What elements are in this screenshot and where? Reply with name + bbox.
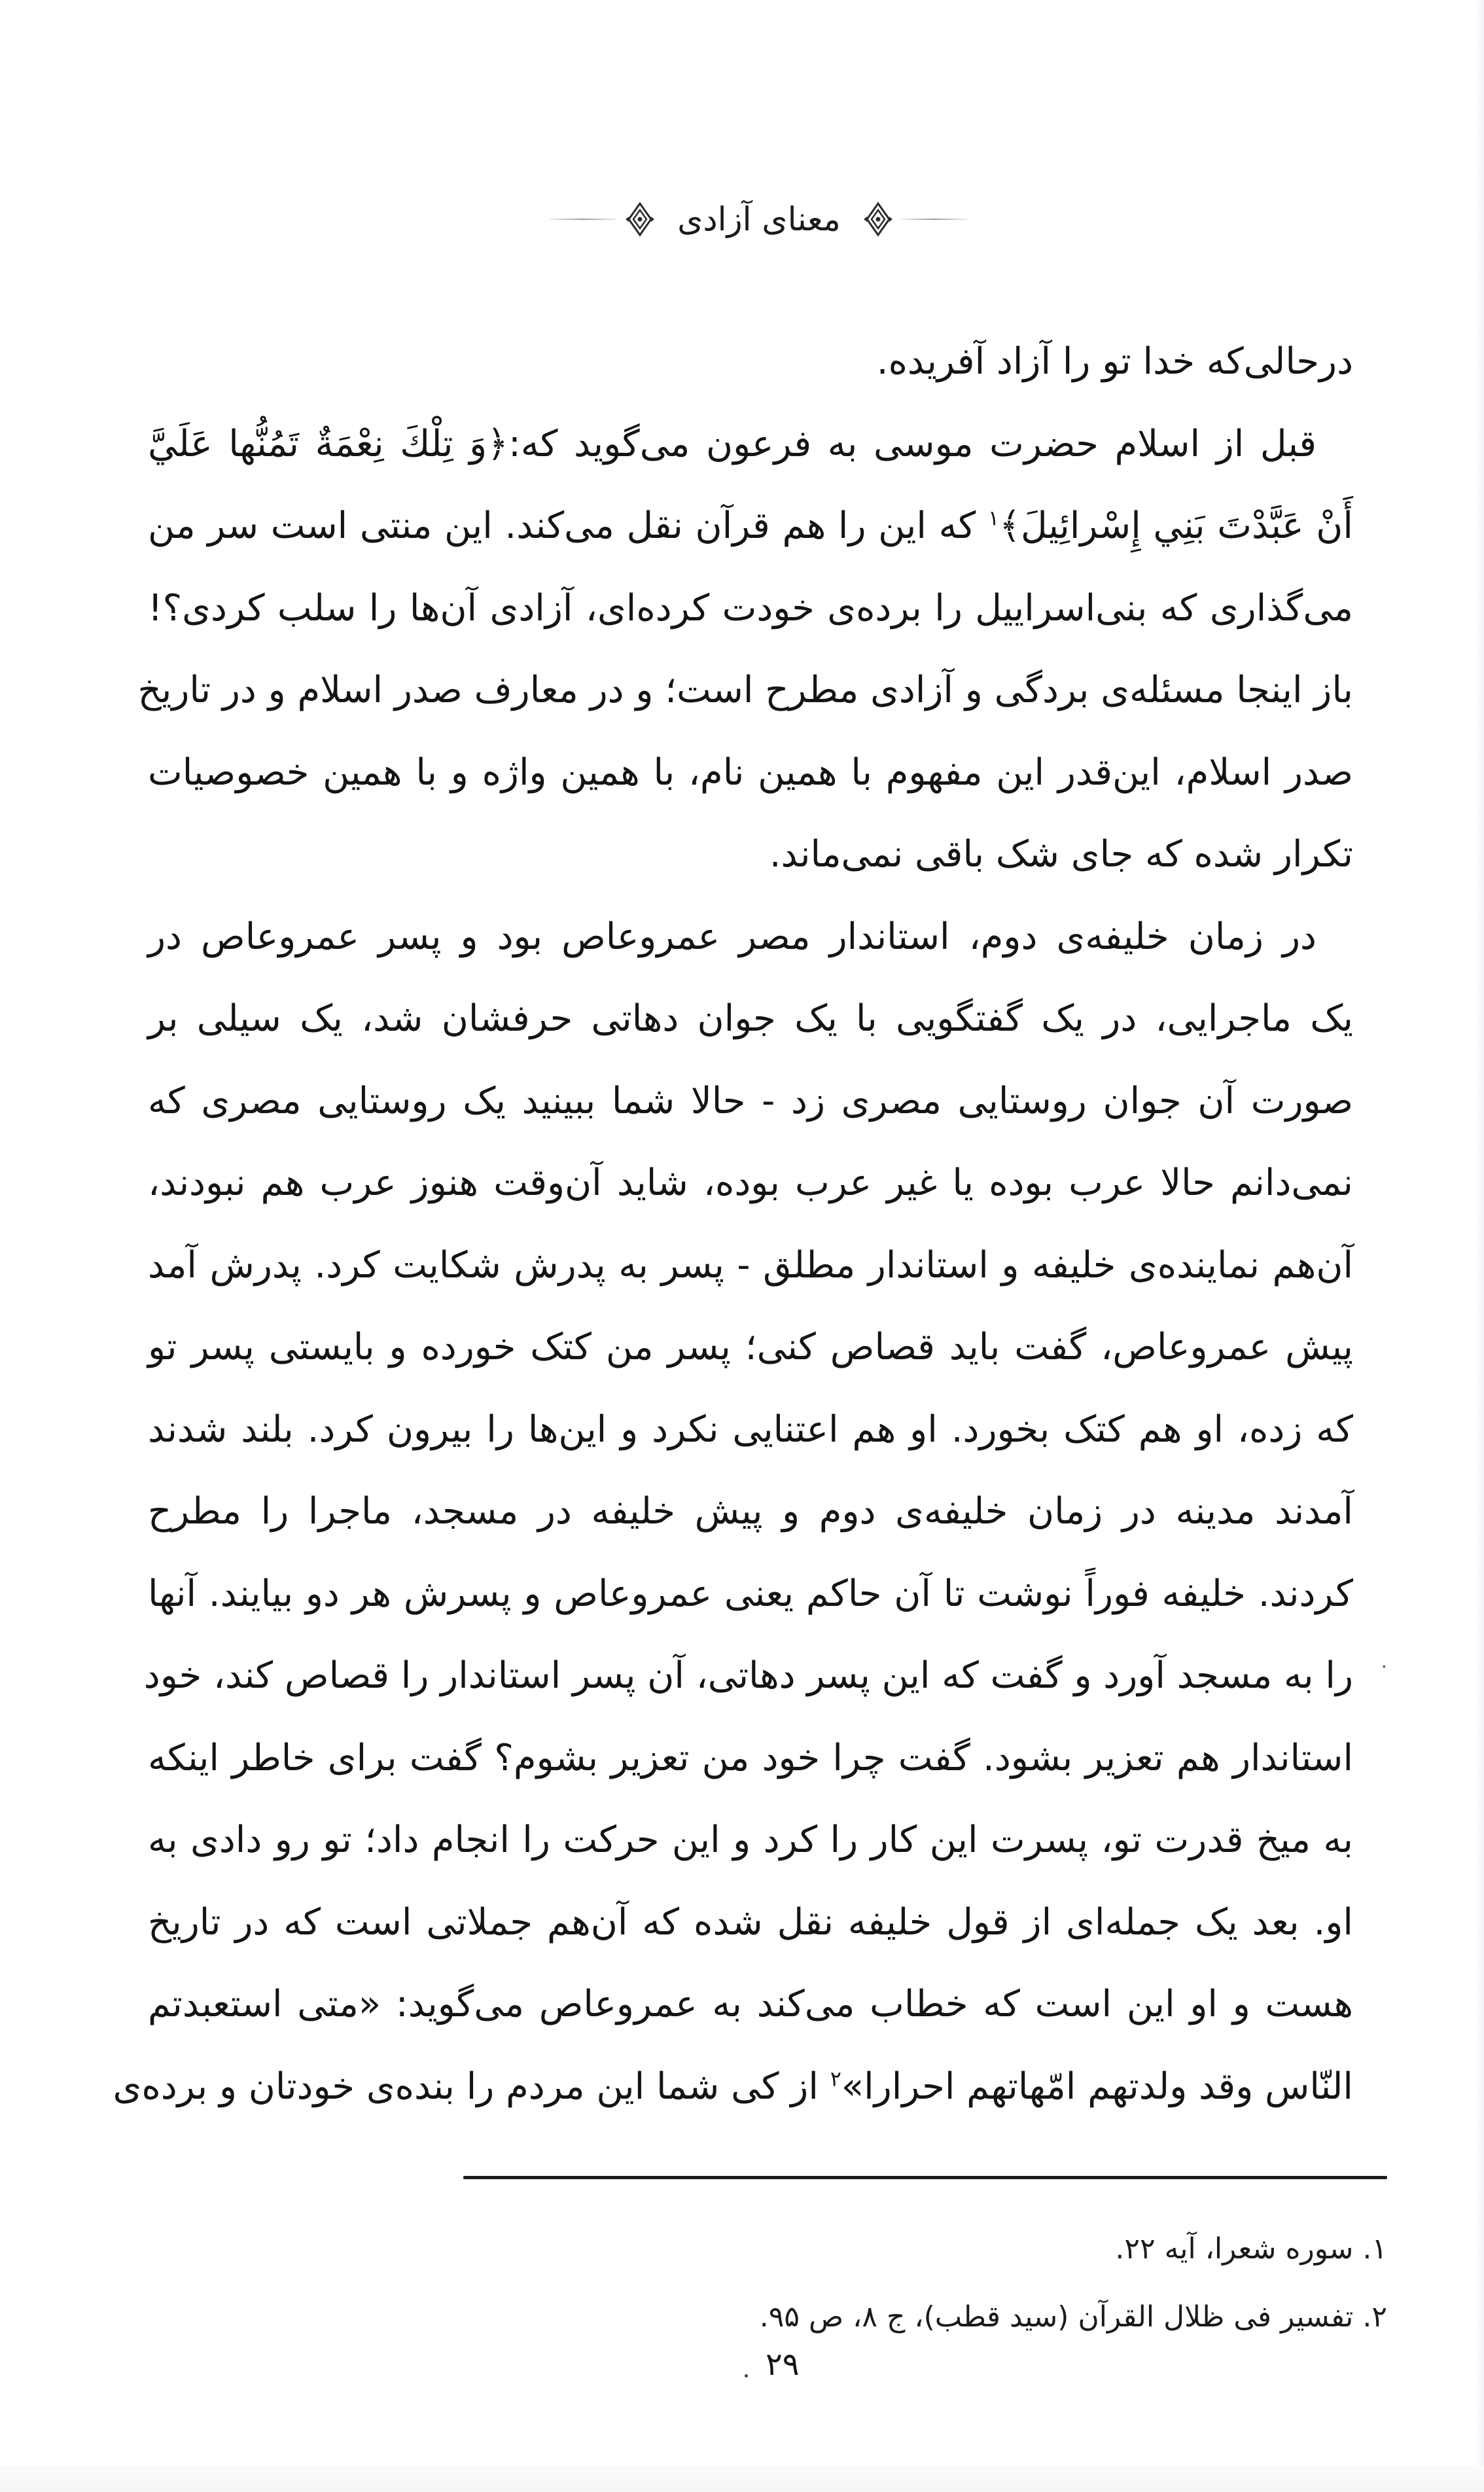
footnote-ref[interactable]: ۱ bbox=[987, 505, 1000, 531]
text-line-content: أَنْ عَبَّدْتَ بَنِي إِسْرائِيلَ﴾$^۱$ که این را هم قرآن نقل می‌کند. این منتی است سر من bbox=[148, 505, 1353, 547]
text-line: صورت آن جوان روستایی مصری زد - حالا شما ببینید یک روستایی مصری که bbox=[148, 1079, 1353, 1122]
text-line: استاندار هم تعزیر بشود. گفت چرا خود من تعزیر بشوم؟ گفت برای خاطر اینکه bbox=[148, 1736, 1353, 1779]
page-edge-shadow bbox=[1475, 0, 1484, 2492]
page-number: ۲۹ bbox=[766, 2346, 800, 2383]
text-line: درحالی‌که خدا تو را آزاد آفریده. bbox=[876, 340, 1353, 383]
footnote-1: ۱. سوره شعرا، آیه ۲۲. bbox=[1115, 2232, 1387, 2266]
header-rule-right bbox=[901, 219, 968, 220]
footnote-2: ۲. تفسیر فی ظلال القرآن (سید قطب)، ج ۸، ص ۹۵. bbox=[759, 2300, 1387, 2334]
running-header bbox=[550, 193, 968, 245]
text-line bbox=[148, 485, 1353, 567]
text-line: تکرار شده که جای شک باقی نمی‌ماند. bbox=[769, 833, 1353, 876]
text-line: می‌گذاری که بنی‌اسراییل را برده‌ی خودت کرده‌ای، آزادی آن‌ها را سلب کردی؟! bbox=[148, 586, 1353, 630]
footnote-separator bbox=[463, 2176, 1387, 2179]
margin-mark: · bbox=[1381, 1656, 1387, 1679]
text-line: آمدند مدینه در زمان خلیفه‌ی دوم و پیش خلیفه در مسجد، ماجرا را مطرح bbox=[148, 1490, 1353, 1533]
diamond-ornament-icon bbox=[863, 201, 893, 238]
text-line: به میخ قدرت تو، پسرت این کار را کرد و این حرکت را انجام داد؛ تو رو دادی به bbox=[148, 1819, 1353, 1861]
body-text bbox=[113, 321, 1353, 2127]
text-line: او. بعد یک جمله‌ای از قول خلیفه نقل شده که آن‌هم جملاتی است که در تاریخ bbox=[148, 1900, 1353, 1944]
text-line: یک ماجرایی، در یک گفتگویی با یک جوان دهاتی حرفشان شد، یک سیلی بر bbox=[148, 997, 1353, 1040]
text-line: باز اینجا مسئله‌ی بردگی و آزادی مطرح است؛ و در معارف صدر اسلام و در تاریخ bbox=[137, 669, 1353, 711]
footnote-ref[interactable]: ۲ bbox=[830, 2065, 841, 2091]
text-line: که زده، او هم کتک بخورد. او هم اعتنایی نکرد و این‌ها را بیرون کرد. بلند شدند bbox=[148, 1408, 1353, 1451]
footnotes bbox=[471, 2215, 1387, 2351]
diamond-ornament-icon bbox=[625, 201, 655, 238]
text-line: هست و او این است که خطاب می‌کند به عمروعاص می‌گوید: «متی استعبدتم bbox=[148, 1983, 1353, 2025]
text-line: کردند. خلیفه فوراً نوشت تا آن حاکم یعنی عمروعاص و پسرش هر دو بیایند. آنها bbox=[148, 1572, 1353, 1615]
text-line: قبل از اسلام حضرت موسی به فرعون می‌گوید که:﴿وَ تِلْكَ نِعْمَةٌ تَمُنُّها عَلَيَّ bbox=[148, 422, 1316, 465]
text-line: آن‌هم نماینده‌ی خلیفه و استاندار مطلق - پسر به پدرش شکایت کرد. پدرش آمد bbox=[148, 1243, 1353, 1287]
text-line: النّاس وقد ولدتهم امّهاتهم احرارا»$^۲$ از کی شما این مردم را بنده‌ی خودتان و برده‌ی bbox=[113, 2065, 1353, 2108]
running-header-title: معنای آزادی bbox=[677, 200, 841, 238]
page-bottom-edge bbox=[0, 2466, 1484, 2492]
text-line: را به مسجد آورد و گفت که این پسر دهاتی، آن پسر استاندار را قصاص کند، خود bbox=[143, 1654, 1353, 1697]
text-line: صدر اسلام، این‌قدر این مفهوم با همین نام، با همین واژه و با همین خصوصیات bbox=[148, 751, 1353, 794]
scan-speck bbox=[745, 2374, 748, 2377]
text-line: در زمان خلیفه‌ی دوم، استاندار مصر عمروعاص بود و پسر عمروعاص در bbox=[148, 915, 1316, 958]
text-line: نمی‌دانم حالا عرب بوده یا غیر عرب بوده، شاید آن‌وقت هنوز عرب هم نبودند، bbox=[148, 1162, 1353, 1204]
header-rule-left bbox=[550, 219, 617, 220]
text-line: پیش عمروعاص، گفت باید قصاص کنی؛ پسر من کتک خورده و بایستی پسر تو bbox=[148, 1326, 1353, 1368]
